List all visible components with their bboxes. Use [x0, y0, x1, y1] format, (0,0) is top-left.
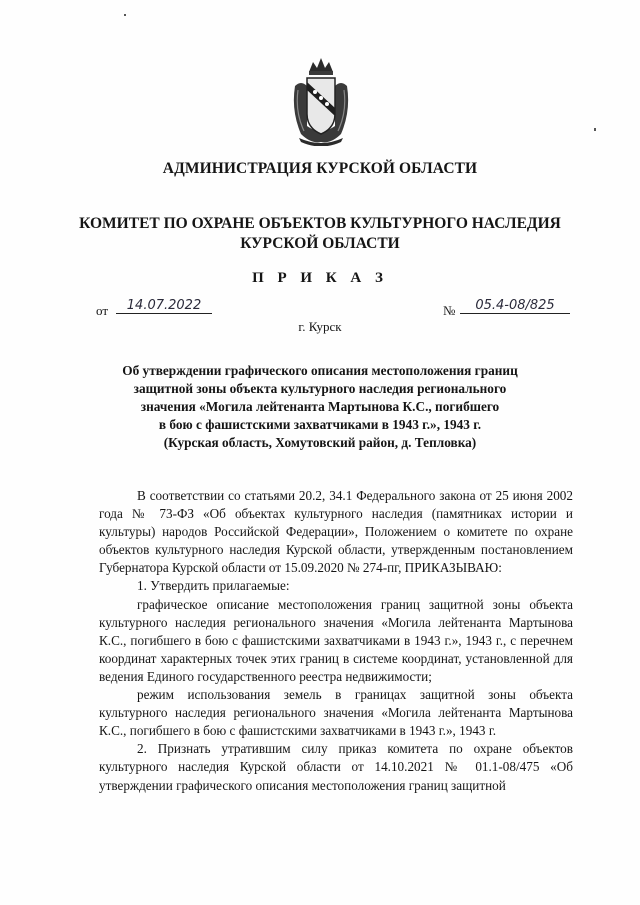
order-date: 14.07.2022: [116, 298, 212, 314]
title-line: Об утверждении графического описания местоположения границ: [122, 363, 518, 378]
administration-heading: АДМИНИСТРАЦИЯ КУРСКОЙ ОБЛАСТИ: [162, 160, 478, 177]
coat-of-arms-emblem: [289, 56, 353, 146]
title-line: значения «Могила лейтенанта Мартынова К.С., погибшего: [140, 399, 500, 414]
scan-speck: [124, 14, 126, 16]
committee-heading-line2: КУРСКОЙ ОБЛАСТИ: [240, 235, 400, 252]
document-type: П Р И К А З: [252, 270, 388, 286]
order-number: 05.4-08/825: [460, 298, 570, 314]
title-line: защитной зоны объекта культурного наследия регионального: [133, 381, 507, 396]
order-title: [80, 362, 560, 452]
body-paragraph: В соответствии со статьями 20.2, 34.1 Федерального закона от 25 июня 2002 года № 73-ФЗ «Об объектах культурного наследия (памятниках истории и культуры) народов Российской Федерации», Положением о комитете по охране объектов культурного наследия Курской области, утвержденным постановлением Губернатора Курской области от 15.09.2020 № 274-пг, ПРИКАЗЫВАЮ:: [99, 488, 573, 576]
order-body: [99, 487, 573, 795]
title-line: (Курская область, Хомутовский район, д. Тепловка): [163, 435, 477, 450]
city-label: г. Курск: [298, 319, 342, 334]
body-paragraph: 1. Утвердить прилагаемые:: [137, 578, 290, 594]
body-paragraph: 2. Признать утратившим силу приказ комитета по охране объектов культурного наследия Курской области от 14.10.2021 № 01.1-08/475 «Об утверждении графического описания местоположения границ защитной: [99, 741, 573, 793]
scan-speck: [594, 128, 596, 131]
body-paragraph: режим использования земель в границах защитной зоны объекта культурного наследия регионального значения «Могила лейтенанта Мартынова К.С., погибшего в бою с фашистскими захватчиками в 1943 г.», 1943 г.: [99, 687, 573, 739]
title-line: в бою с фашистскими захватчиками в 1943 г.», 1943 г.: [158, 417, 482, 432]
committee-heading: [0, 214, 640, 254]
number-prefix: №: [443, 303, 456, 318]
committee-heading-line1: КОМИТЕТ ПО ОХРАНЕ ОБЪЕКТОВ КУЛЬТУРНОГО НАСЛЕДИЯ: [79, 215, 561, 232]
date-prefix: от: [96, 303, 109, 318]
body-paragraph: графическое описание местоположения границ защитной зоны объекта культурного наследия регионального значения «Могила лейтенанта Мартынова К.С., погибшего в бою с фашистскими захватчиками в 1943 г.», 1943 г., с перечнем координат характерных точек этих границ в системе координат, установленной для ведения Единого государственного реестра недвижимости;: [99, 596, 573, 684]
